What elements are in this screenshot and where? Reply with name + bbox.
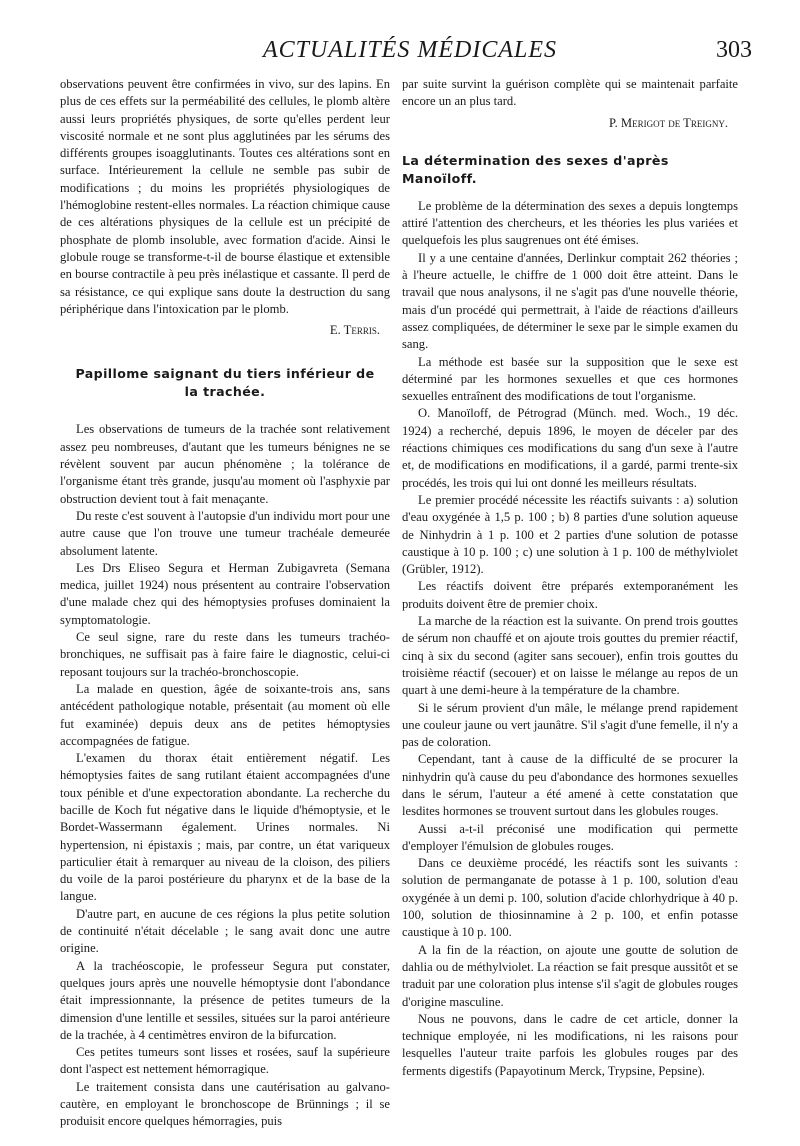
paragraph: Aussi a-t-il préconisé une modification qui permette d'employer l'émulsion de globules rouges. (402, 821, 738, 853)
paragraph: observations peuvent être confirmées in vivo, sur des lapins. En plus de ces effets sur la perméabilité des cellules, le plomb altère aussi leurs propriétés physiques, de sorte qu'elles perdent leur viscosité normale et ne sont plus agglutinées par les sérums des différents groupes isoagglutinants. Toutes ces altérations sont en surface. Intérieurement la cellule ne semble pas subir de modifications ; du moins les propriétés physiologiques de l'hémoglobine restent-elles normales. La réaction chimique cause de ces altérations physiques de la cellule est un précipité de phosphate de plomb insoluble, avec formation d'acide. Ainsi le globule rouge se transforme-t-il de bourse élastique et extensible en bourse contractile à peu près inélastique et cassante. Il perd de sa résistance, ce qui explique sans doute la destruction du sang périphérique dans l'intoxication par le plomb. (60, 77, 390, 316)
paragraph: Nous ne pouvons, dans le cadre de cet article, donner la technique employée, ni les modifications, ni les raisons pour lesquelles l'auteur traite parfois les globules rouges par des ferments digestifs (Papayotinum Merck, Trypsine, Pepsine). (402, 1011, 738, 1078)
paragraph: A la trachéoscopie, le professeur Segura put constater, quelques jours après une nouvelle hémoptysie dont l'abondance était impressionnante, la présence de petites tumeurs de la dimension d'une lentille et sessiles, situées sur la paroi antérieure de la trachée, à 4 centimètres environ de la bifurcation. (60, 958, 390, 1042)
page-number: 303 (716, 37, 752, 63)
paragraph: A la fin de la réaction, on ajoute une goutte de solution de dahlia ou de méthylviolet. La réaction se fait presque aussitôt et se traduit par une coloration plus intense s'il s'agit de globules rouges d'origine masculine. (402, 942, 738, 1009)
author-signature: E. Terris. (329, 323, 380, 338)
paragraph: Le premier procédé nécessite les réactifs suivants : a) solution d'eau oxygénée à 1,5 p. 100 ; b) 8 parties d'une solution aqueuse de Ninhydrin à 1 p. 100 et 2 parties d'une solution de potasse caustique à 10 p. 100 ; c) une solution à 1 p. 100 de méthylviolet (Grübler, 1912). (402, 492, 738, 577)
article-title: Papillome saignant du tiers inférieur de la trachée. (75, 366, 375, 400)
paragraph: Cependant, tant à cause de la difficulté de se procurer la ninhydrin qu'à cause du peu d'abondance des hormones sexuelles dans le sérum, l'auteur a été amené à cette constatation que lesdites hormones se trouvent surtout dans les globules rouges. (402, 752, 738, 819)
paragraph: D'autre part, en aucune de ces régions la plus petite solution de continuité n'était décelable ; le sang avait donc une autre origine. (60, 906, 390, 956)
paragraph: Les observations de tumeurs de la trachée sont relativement assez peu nombreuses, d'autant que les tumeurs bénignes ne se révèlent souvent par aucun phénomène ; la tolérance de l'organisme étant très grande, jusqu'au moment où l'asphyxie par obstruction devient tout à fait menaçante. (60, 422, 390, 506)
right-column (402, 76, 738, 1080)
running-title: ACTUALITÉS MÉDICALES (262, 37, 557, 63)
paragraph: Les Drs Eliseo Segura et Herman Zubigavreta (Semana medica, juillet 1924) nous présentent au contraire l'observation d'une malade chez qui des hémoptysies profuses dominaient la symptomatologie. (60, 560, 390, 627)
paragraph: Dans ce deuxième procédé, les réactifs sont les suivants : solution de permanganate de potasse à 1 p. 100, solution d'eau oxygénée à un demi p. 100, solution d'acide chlorhydrique à 40 p. 100, solution de thiosinnamine à 2 p. 100, et enfin potasse caustique à 10 p. 100. (402, 856, 738, 940)
paragraph: La méthode est basée sur la supposition que le sexe est déterminé par les hormones sexuelles et que ces hormones sexuelles entraînent des modifications de tout l'organisme. (402, 354, 738, 404)
paragraph: Ce seul signe, rare du reste dans les tumeurs trachéo-bronchiques, ne suffisait pas à faire faire le diagnostic, celui-ci reposant toujours sur la trachéo-bronchoscopie. (60, 630, 390, 679)
paragraph: Du reste c'est souvent à l'autopsie d'un individu mort pour une autre cause que l'on trouve une tumeur trachéale demeurée absolument latente. (60, 508, 390, 558)
paragraph: L'examen du thorax était entièrement négatif. Les hémoptysies faites de sang rutilant étaient accompagnées d'une toux pénible et d'une expectoration abondante. La recherche du bacille de Koch fut négative dans le liquide d'hémoptysie, et le Bordet-Wassermann également. Urines normales. Ni hypertension, ni épistaxis ; mais, par contre, un état variqueux particulier était à remarquer au niveau de la cloison, des piliers du voile de la paroi postérieure du pharynx et de la base de la langue. (60, 751, 390, 904)
paragraph: par suite survint la guérison complète qui se maintenait parfaite encore un an plus tard. (402, 77, 738, 109)
paragraph: La marche de la réaction est la suivante. On prend trois gouttes de sérum non chauffé et on ajoute trois gouttes du premier réactif, cinq à six du second (agiter sans secouer), enfin trois gouttes du troisième réactif (secouer) et on laisse le mélange au repos de un quart à une demi-heure à la température de la chambre. (402, 614, 738, 698)
page-header (60, 36, 760, 72)
left-column (60, 76, 390, 1131)
paragraph: Il y a une centaine d'années, Derlinkur comptait 262 théories ; à l'heure actuelle, le chiffre de 1 000 doit être atteint. Dans le travail que nous analysons, il ne s'agit pas d'une nouvelle théorie, mais d'un procédé qui permettrait, à l'aide de réactions d'ailleurs assez compliquées, de déterminer le sexe par le simple examen du sang. (402, 250, 738, 352)
paragraph: La malade en question, âgée de soixante-trois ans, sans antécédent pathologique notable, présentait (au moment où elle fut examinée) depuis deux ans de petites hémoptysies accompagnées de fatigue. (60, 681, 390, 748)
paragraph: Le traitement consista dans une cautérisation au galvano-cautère, en employant le bronchoscope de Brünnings ; il se produisit encore quelques hémorragies, puis (60, 1079, 390, 1129)
author-signature: P. Merigot de Treigny. (609, 115, 728, 130)
paragraph: Ces petites tumeurs sont lisses et rosées, sauf la supérieure dont l'aspect est nettement hémorragique. (60, 1045, 390, 1077)
paragraph: Les réactifs doivent être préparés extemporanément les produits doivent être de premier choix. (402, 579, 738, 611)
paragraph: O. Manoïloff, de Pétrograd (Münch. med. Woch., 19 déc. 1924) a recherché, depuis 1896, le moyen de déceler par des réactions chimiques ces modifications du sang d'un sexe à l'autre et, de modifications en modifications, il a gardé, parmi trente-six procédés, les trois qui lui ont donné les meilleurs résultats. (402, 406, 738, 490)
paragraph: Si le sérum provient d'un mâle, le mélange prend rapidement une couleur jaune ou vert jaunâtre. S'il s'agit d'une femelle, il n'y a pas de coloration. (402, 700, 738, 750)
article-title: La détermination des sexes d'après Manoïloff. (402, 152, 669, 186)
paragraph: Le problème de la détermination des sexes a depuis longtemps attiré l'attention des chercheurs, et les théories les plus variées et quelquefois les plus saugrenues ont été émises. (402, 198, 738, 248)
